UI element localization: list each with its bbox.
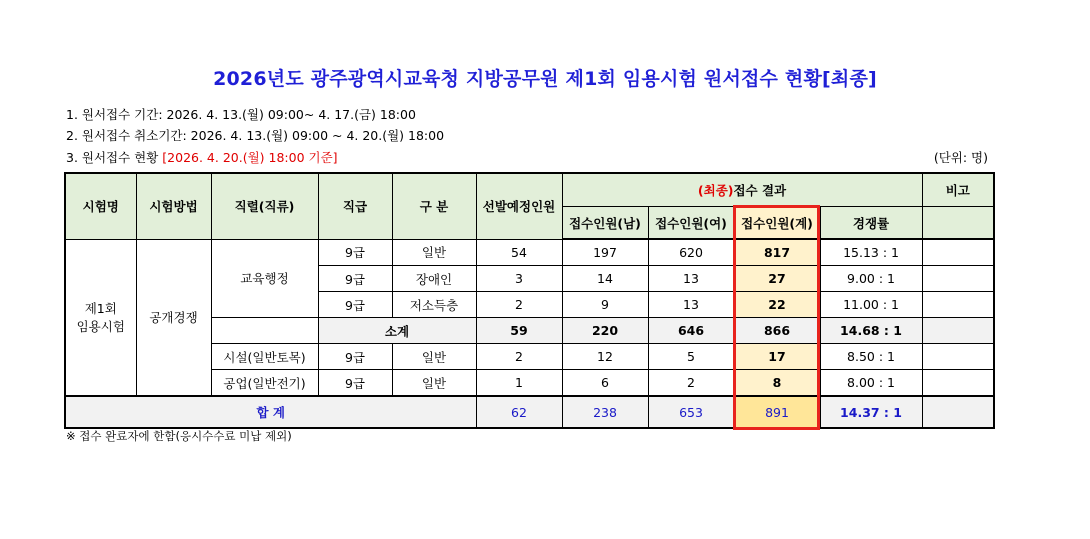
remark-cell	[922, 266, 994, 292]
ratio-cell: 15.13 : 1	[820, 239, 922, 266]
planned-cell: 1	[476, 370, 562, 397]
ratio-cell: 8.50 : 1	[820, 344, 922, 370]
grade-cell: 9급	[318, 370, 392, 397]
notice-cancel-period: 2. 원서접수 취소기간: 2026. 4. 13.(월) 09:00 ~ 4. 20.(월) 18:00	[66, 128, 445, 143]
category-cell: 일반	[392, 370, 476, 397]
subtotal-female: 646	[648, 318, 734, 344]
remark-cell	[922, 344, 994, 370]
category-cell: 장애인	[392, 266, 476, 292]
page-title: 2026년도 광주광역시교육청 지방공무원 제1회 임용시험 원서접수 현황[최종]	[213, 68, 877, 90]
exam-name-cell	[65, 239, 136, 396]
header-result-final: (최종)	[697, 183, 734, 198]
header-male: 접수인원(남)	[562, 207, 648, 240]
planned-cell: 3	[476, 266, 562, 292]
category-cell: 저소득층	[392, 292, 476, 318]
total-cell: 22	[734, 292, 820, 318]
planned-cell: 2	[476, 292, 562, 318]
grand-total-row	[65, 396, 994, 428]
ratio-cell: 11.00 : 1	[820, 292, 922, 318]
grand-total-label: 합 계	[65, 396, 476, 428]
total-cell: 817	[734, 239, 820, 266]
female-cell: 5	[648, 344, 734, 370]
grand-total-total: 891	[734, 396, 820, 428]
total-cell: 8	[734, 370, 820, 397]
male-cell: 12	[562, 344, 648, 370]
application-status-table	[64, 172, 995, 429]
job-cell: 공업(일반전기)	[211, 370, 318, 397]
subtotal-total: 866	[734, 318, 820, 344]
subtotal-planned: 59	[476, 318, 562, 344]
subtotal-male: 220	[562, 318, 648, 344]
header-exam-name: 시험명	[65, 173, 136, 239]
remark-cell	[922, 292, 994, 318]
ratio-cell: 8.00 : 1	[820, 370, 922, 397]
grade-cell: 9급	[318, 292, 392, 318]
header-ratio: 경쟁률	[820, 207, 922, 240]
male-cell: 6	[562, 370, 648, 397]
grand-total-remark	[922, 396, 994, 428]
male-cell: 14	[562, 266, 648, 292]
header-result	[562, 173, 922, 207]
header-planned: 선발예정인원	[476, 173, 562, 239]
job-cell: 시설(일반토목)	[211, 344, 318, 370]
grand-total-male: 238	[562, 396, 648, 428]
table-row	[65, 239, 994, 266]
planned-cell: 2	[476, 344, 562, 370]
exam-method-cell: 공개경쟁	[136, 239, 211, 396]
male-cell: 9	[562, 292, 648, 318]
notice-status-basis: [2026. 4. 20.(월) 18:00 기준]	[162, 150, 338, 165]
header-grade: 직급	[318, 173, 392, 239]
header-result-label: 접수 결과	[733, 183, 787, 198]
female-cell: 620	[648, 239, 734, 266]
header-remark-sub	[922, 207, 994, 240]
subtotal-label: 소계	[318, 318, 476, 344]
header-female: 접수인원(여)	[648, 207, 734, 240]
female-cell: 2	[648, 370, 734, 397]
subtotal-job-blank	[211, 318, 318, 344]
footnote: ※ 접수 완료자에 한함(응시수수료 미납 제외)	[66, 429, 292, 443]
job-cell-edu-admin: 교육행정	[211, 239, 318, 318]
header-exam-method: 시험방법	[136, 173, 211, 239]
notice-status	[66, 148, 338, 166]
female-cell: 13	[648, 292, 734, 318]
header-remark: 비고	[922, 173, 994, 207]
planned-cell: 54	[476, 239, 562, 266]
female-cell: 13	[648, 266, 734, 292]
remark-cell	[922, 370, 994, 397]
grade-cell: 9급	[318, 266, 392, 292]
exam-name-text: 제1회 임용시험	[76, 301, 125, 335]
notice-receipt-period: 1. 원서접수 기간: 2026. 4. 13.(월) 09:00~ 4. 17.(금) 18:00	[66, 107, 416, 122]
grand-total-ratio: 14.37 : 1	[820, 396, 922, 428]
male-cell: 197	[562, 239, 648, 266]
unit-label: (단위: 명)	[933, 150, 988, 165]
grand-total-planned: 62	[476, 396, 562, 428]
grade-cell: 9급	[318, 344, 392, 370]
grade-cell: 9급	[318, 239, 392, 266]
ratio-cell: 9.00 : 1	[820, 266, 922, 292]
notice-status-label: 3. 원서접수 현황	[66, 150, 163, 165]
category-cell: 일반	[392, 239, 476, 266]
header-job: 직렬(직류)	[211, 173, 318, 239]
total-cell: 27	[734, 266, 820, 292]
subtotal-ratio: 14.68 : 1	[820, 318, 922, 344]
category-cell: 일반	[392, 344, 476, 370]
total-cell: 17	[734, 344, 820, 370]
grand-total-female: 653	[648, 396, 734, 428]
header-total: 접수인원(계)	[734, 207, 820, 240]
subtotal-remark	[922, 318, 994, 344]
header-category: 구 분	[392, 173, 476, 239]
remark-cell	[922, 239, 994, 266]
